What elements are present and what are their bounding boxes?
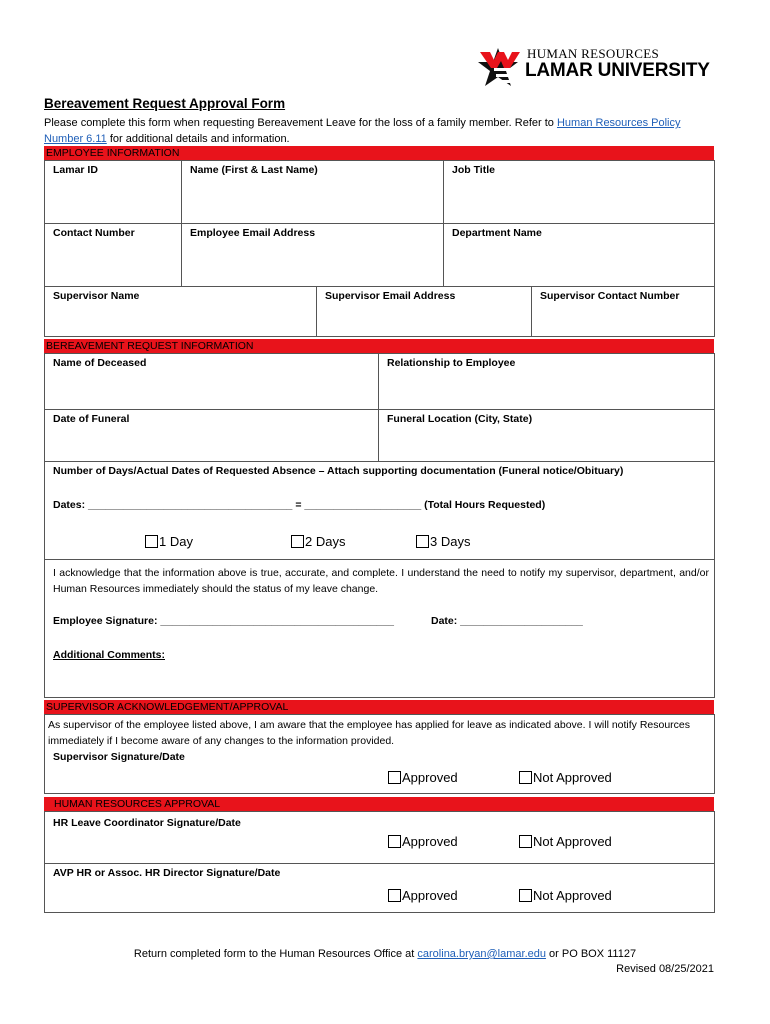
avp-approved-option[interactable]	[388, 888, 458, 903]
intro-text	[44, 115, 720, 147]
supervisor-section-heading: SUPERVISOR ACKNOWLEDGEMENT/APPROVAL	[44, 700, 714, 714]
checkbox-icon[interactable]	[519, 889, 532, 902]
supervisor-email-label: Supervisor Email Address	[325, 290, 456, 302]
department-label: Department Name	[452, 227, 542, 239]
contact-number-label: Contact Number	[53, 227, 135, 239]
option-3-days-label: 3 Days	[430, 534, 471, 549]
checkbox-icon[interactable]	[416, 535, 429, 548]
form-title: Bereavement Request Approval Form	[44, 96, 286, 111]
avp-approved-label: Approved	[402, 888, 458, 903]
checkbox-icon[interactable]	[519, 771, 532, 784]
hr-coordinator-not-approved-option[interactable]	[519, 834, 612, 849]
option-2-days[interactable]	[291, 534, 345, 549]
supervisor-table	[44, 714, 715, 794]
lamar-id-label: Lamar ID	[53, 164, 98, 176]
bereavement-info-table	[44, 353, 715, 698]
lamar-star-logo-icon	[474, 46, 522, 90]
lamar-id-field[interactable]	[45, 161, 182, 224]
deceased-label: Name of Deceased	[53, 357, 147, 369]
lamar-logo	[474, 44, 719, 92]
job-title-label: Job Title	[452, 164, 495, 176]
hr-approval-table	[44, 811, 715, 913]
contact-number-field[interactable]	[45, 224, 182, 287]
relationship-label: Relationship to Employee	[387, 357, 516, 369]
employee-section-heading: EMPLOYEE INFORMATION	[44, 146, 714, 160]
supervisor-name-label: Supervisor Name	[53, 290, 140, 302]
supervisor-statement: As supervisor of the employee listed above, I am aware that the employee has applied for leave as indicated above. I will notify Resources immediately if I become aware of any changes to the information provided.	[48, 719, 691, 747]
supervisor-contact-label: Supervisor Contact Number	[540, 290, 680, 302]
hr-coordinator-approved-option[interactable]	[388, 834, 458, 849]
intro-before: Please complete this form when requesting Bereavement Leave for the loss of a family member. Refer to	[44, 117, 557, 129]
avp-not-approved-option[interactable]	[519, 888, 612, 903]
funeral-location-field[interactable]	[379, 410, 715, 462]
bereavement-section-heading: BEREAVEMENT REQUEST INFORMATION	[44, 339, 714, 353]
supervisor-not-approved-option[interactable]	[519, 770, 612, 785]
revised-date: Revised 08/25/2021	[616, 963, 714, 975]
acknowledgement-text: I acknowledge that the information above is true, accurate, and complete. I understand the need to notify my supervisor, department, and/or Human Resources immediately should the status of my leave change.	[53, 567, 709, 595]
supervisor-approved-option[interactable]	[388, 770, 458, 785]
checkbox-icon[interactable]	[145, 535, 158, 548]
avp-label: AVP HR or Assoc. HR Director Signature/Date	[53, 867, 281, 879]
footer-return-after: or PO BOX 11127	[545, 948, 637, 960]
intro-after: for additional details and information.	[106, 133, 290, 145]
footer-return-text	[0, 948, 770, 960]
option-3-days[interactable]	[416, 534, 470, 549]
employee-signature-line[interactable]: Employee Signature: ________________________________________	[53, 615, 394, 627]
supervisor-contact-field[interactable]	[532, 287, 715, 337]
hr-section-heading: HUMAN RESOURCES APPROVAL	[44, 797, 714, 811]
supervisor-signature-label: Supervisor Signature/Date	[53, 751, 185, 763]
option-2-days-label: 2 Days	[305, 534, 346, 549]
job-title-field[interactable]	[444, 161, 715, 224]
funeral-location-label: Funeral Location (City, State)	[387, 413, 533, 425]
email-field[interactable]	[182, 224, 444, 287]
name-field[interactable]	[182, 161, 444, 224]
org-line: HUMAN RESOURCES	[527, 46, 659, 61]
option-1-day[interactable]	[145, 534, 193, 549]
department-field[interactable]	[444, 224, 715, 287]
dates-line[interactable]: Dates: ___________________________________ = ____________________ (Total Hours Requested)	[53, 499, 546, 511]
deceased-field[interactable]	[45, 354, 379, 410]
option-1-day-label: 1 Day	[159, 534, 193, 549]
footer-email-link[interactable]: carolina.bryan@lamar.edu	[417, 948, 546, 960]
hr-coordinator-approved-label: Approved	[402, 834, 458, 849]
hr-coordinator-not-approved-label: Not Approved	[533, 834, 612, 849]
checkbox-icon[interactable]	[291, 535, 304, 548]
name-label: Name (First & Last Name)	[190, 164, 318, 176]
avp-not-approved-label: Not Approved	[533, 888, 612, 903]
funeral-date-field[interactable]	[45, 410, 379, 462]
supervisor-name-field[interactable]	[45, 287, 317, 337]
supervisor-approved-label: Approved	[402, 770, 458, 785]
days-label: Number of Days/Actual Dates of Requested Absence – Attach supporting documentation (Funeral notice/Obituary)	[53, 465, 624, 477]
employee-date-line[interactable]: Date: _____________________	[431, 615, 583, 627]
footer-return-before: Return completed form to the Human Resources Office at	[133, 948, 418, 960]
checkbox-icon[interactable]	[388, 771, 401, 784]
checkbox-icon[interactable]	[388, 889, 401, 902]
supervisor-not-approved-label: Not Approved	[533, 770, 612, 785]
supervisor-email-field[interactable]	[317, 287, 532, 337]
policy-link[interactable]: Human Resources Policy Number 6.11	[44, 117, 681, 145]
university-name: LAMAR UNIVERSITY	[525, 60, 710, 81]
email-label: Employee Email Address	[190, 227, 316, 239]
employee-info-table	[44, 160, 715, 337]
checkbox-icon[interactable]	[519, 835, 532, 848]
checkbox-icon[interactable]	[388, 835, 401, 848]
additional-comments-label: Additional Comments:	[53, 649, 165, 661]
funeral-date-label: Date of Funeral	[53, 413, 130, 425]
hr-coordinator-label: HR Leave Coordinator Signature/Date	[53, 817, 241, 829]
relationship-field[interactable]	[379, 354, 715, 410]
